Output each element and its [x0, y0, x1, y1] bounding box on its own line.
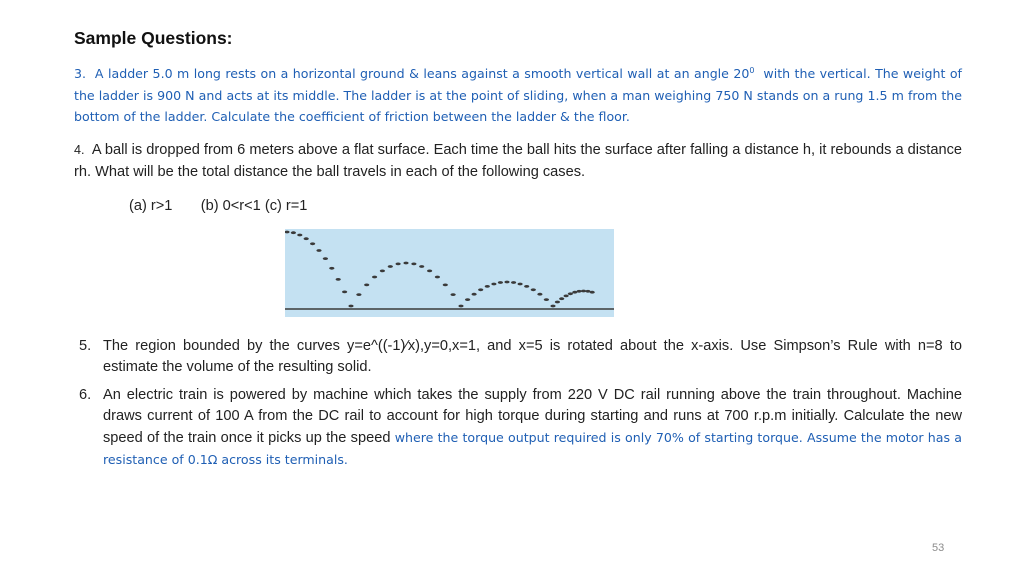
- ball-dot: [388, 265, 393, 268]
- ball-dot: [329, 267, 334, 270]
- ball-dot: [427, 270, 432, 273]
- ball-dot: [380, 270, 385, 273]
- ball-dot: [550, 305, 555, 308]
- ball-dot: [524, 285, 529, 288]
- question-5-text: The region bounded by the curves y=e^((-1)∕x),y=0,x=1, and x=5 is rotated about the x-axis. Use Simpson’s Rule with n=8 to estimate the volume of the resulting solid.: [103, 338, 962, 375]
- ball-dot: [559, 297, 564, 300]
- question-4-cases: (a) r>1 (b) 0<r<1 (c) r=1: [129, 198, 308, 214]
- ball-dot: [491, 283, 496, 286]
- ball-dot: [478, 288, 483, 291]
- ball-dot: [511, 281, 516, 284]
- page-number: 53: [932, 542, 945, 554]
- question-3-text-part2: with the vertical. The weight of the ladder is 900 N and acts at its middle. The ladder is at the point of sliding, when a man weighing 750 N stands on a rung 1.5 m from the bottom of the ladder. Calculate the coefficient of friction between the ladder & the floor.: [74, 66, 962, 124]
- ball-dot: [531, 288, 536, 291]
- question-5-number: 5.: [79, 338, 92, 354]
- ball-dot: [364, 284, 369, 287]
- ball-dot: [443, 284, 448, 287]
- ball-dot: [396, 263, 401, 266]
- ball-dot: [356, 293, 361, 296]
- question-3-number: 3.: [74, 66, 87, 81]
- ball-dot: [435, 276, 440, 279]
- question-6-text: An electric train is powered by machine which takes the supply from 220 V DC rail running above the train throughout. Machine draws current of 100 A from the DC rail to account for high torque during starting and runs at 700 r.p.m initially. Calculate the new speed of the train once it picks up the speed: [103, 387, 962, 446]
- ball-dot: [291, 231, 296, 234]
- ball-dot: [458, 305, 463, 308]
- ball-dot: [348, 305, 353, 308]
- bouncing-ball-figure: [285, 229, 614, 317]
- ball-dot: [504, 281, 509, 284]
- question-6-text-highlight: where the torque output required is only 70% of starting torque. Assume the motor has a resistance of 0.1Ω across its terminals.: [103, 430, 962, 467]
- ball-trail: [285, 231, 595, 308]
- ball-dot: [451, 293, 456, 296]
- ball-dot: [285, 231, 290, 234]
- slide-heading: Sample Questions:: [74, 28, 233, 48]
- ball-dot: [498, 281, 503, 284]
- ball-dot: [323, 257, 328, 260]
- ball-dot: [485, 285, 490, 288]
- ball-dot: [297, 234, 302, 237]
- question-3: [74, 63, 962, 128]
- ball-dot: [465, 298, 470, 301]
- ball-dot: [518, 283, 523, 286]
- ball-dot: [411, 263, 416, 266]
- question-4-number: 4.: [74, 143, 85, 157]
- ball-dot: [310, 242, 315, 245]
- question-3-text-part1: A ladder 5.0 m long rests on a horizontal ground & leans against a smooth vertical wall at an angle 20: [94, 66, 750, 81]
- ball-dot: [472, 293, 477, 296]
- question-4: [74, 139, 962, 183]
- ball-dot: [403, 262, 408, 265]
- ball-dot: [336, 278, 341, 281]
- ball-dot: [564, 295, 569, 298]
- ball-dot: [555, 301, 560, 304]
- question-6-body: [103, 385, 962, 471]
- ball-dot: [590, 291, 595, 294]
- question-5: [74, 336, 962, 378]
- ball-dot: [568, 292, 573, 295]
- question-3-superscript: 0: [749, 65, 755, 75]
- question-4-text: A ball is dropped from 6 meters above a flat surface. Each time the ball hits the surface after falling a distance h, it rebounds a distance rh. What will be the total distance the ball travels in each of the following cases.: [74, 142, 962, 180]
- question-6: [74, 385, 962, 471]
- ball-dot: [304, 237, 309, 240]
- ball-dot: [581, 290, 586, 293]
- question-6-number: 6.: [79, 387, 92, 403]
- ball-dot: [544, 298, 549, 301]
- ball-dot: [537, 293, 542, 296]
- ball-dot: [342, 291, 347, 294]
- ball-dot: [372, 276, 377, 279]
- ball-dot: [577, 290, 582, 293]
- numbered-question-list: [74, 336, 962, 478]
- bouncing-ball-illustration: [285, 229, 614, 317]
- ball-dot: [419, 265, 424, 268]
- ball-dot: [316, 249, 321, 252]
